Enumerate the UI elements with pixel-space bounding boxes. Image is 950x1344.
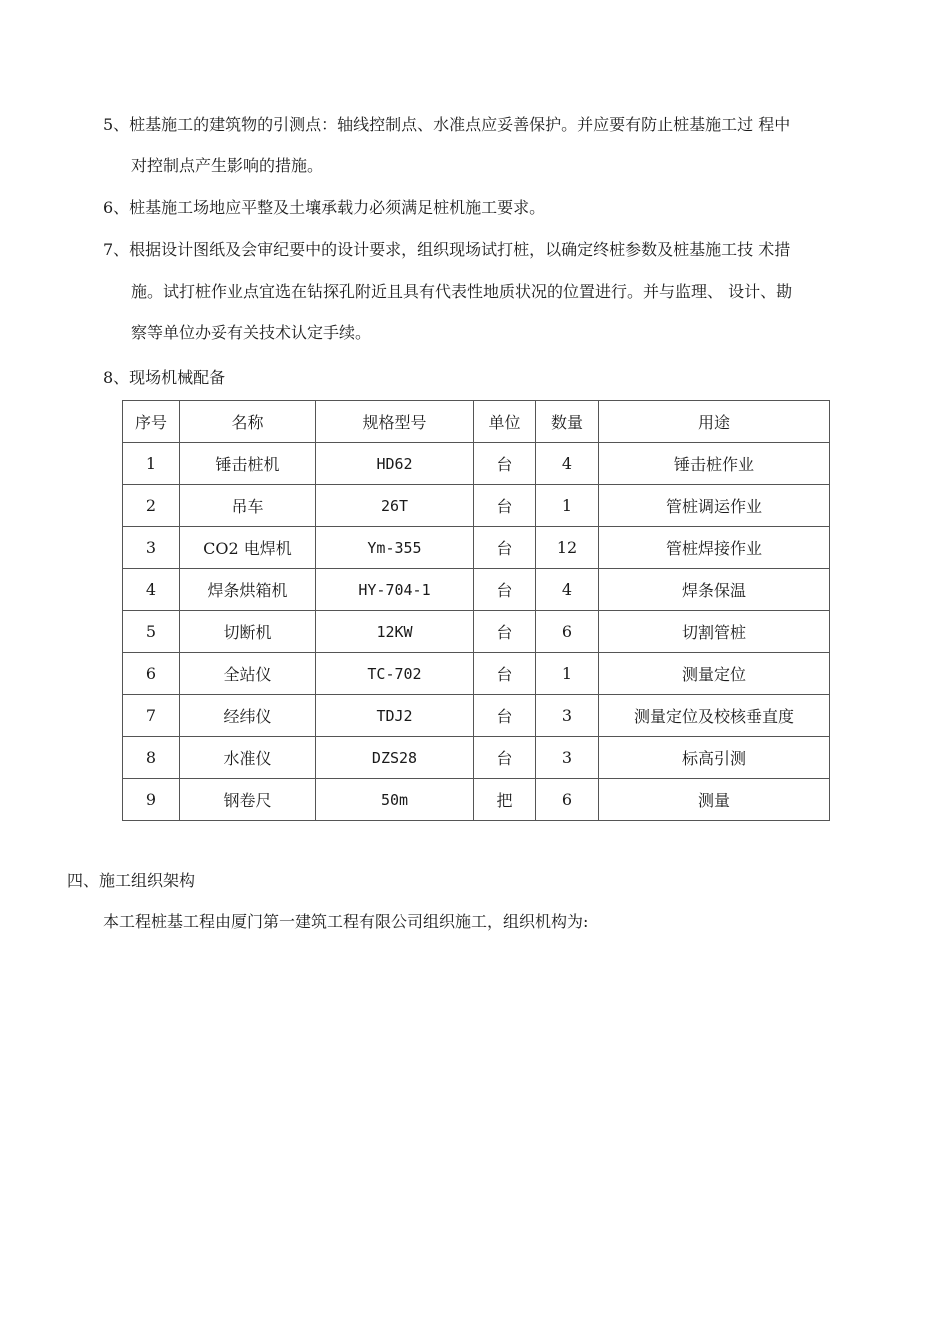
cell-unit: 台 — [474, 653, 536, 695]
paragraph-8-heading: 8、现场机械配备 — [103, 368, 226, 387]
cell-quantity: 1 — [536, 485, 599, 527]
cell-unit: 台 — [474, 611, 536, 653]
cell-model: 50m — [316, 779, 474, 821]
cell-name: CO2 电焊机 — [180, 527, 316, 569]
header-unit: 单位 — [474, 401, 536, 443]
header-index: 序号 — [123, 401, 180, 443]
paragraph-6: 6、桩基施工场地应平整及土壤承载力必须满足桩机施工要求。 — [103, 198, 546, 217]
cell-unit: 把 — [474, 779, 536, 821]
equipment-table — [122, 400, 830, 821]
cell-model: TDJ2 — [316, 695, 474, 737]
table-row — [123, 737, 830, 779]
cell-quantity: 3 — [536, 737, 599, 779]
section-4-heading: 四、施工组织架构 — [67, 871, 196, 890]
cell-unit: 台 — [474, 527, 536, 569]
cell-index: 5 — [123, 611, 180, 653]
cell-usage: 测量定位及校核垂直度 — [599, 695, 830, 737]
cell-index: 7 — [123, 695, 180, 737]
cell-model: DZS28 — [316, 737, 474, 779]
table-row — [123, 695, 830, 737]
cell-name: 钢卷尺 — [180, 779, 316, 821]
cell-quantity: 4 — [536, 569, 599, 611]
section-4-body: 本工程桩基工程由厦门第一建筑工程有限公司组织施工，组织机构为: — [103, 912, 589, 931]
cell-quantity: 3 — [536, 695, 599, 737]
cell-name: 水准仪 — [180, 737, 316, 779]
cell-unit: 台 — [474, 695, 536, 737]
cell-unit: 台 — [474, 569, 536, 611]
cell-name: 吊车 — [180, 485, 316, 527]
table-header-row — [123, 401, 830, 443]
table-row — [123, 527, 830, 569]
cell-name: 经纬仪 — [180, 695, 316, 737]
header-model: 规格型号 — [316, 401, 474, 443]
cell-index: 6 — [123, 653, 180, 695]
cell-usage: 管桩焊接作业 — [599, 527, 830, 569]
table-row — [123, 653, 830, 695]
cell-index: 1 — [123, 443, 180, 485]
cell-quantity: 4 — [536, 443, 599, 485]
table-row — [123, 485, 830, 527]
cell-usage: 锤击桩作业 — [599, 443, 830, 485]
table-row — [123, 569, 830, 611]
cell-usage: 管桩调运作业 — [599, 485, 830, 527]
cell-unit: 台 — [474, 485, 536, 527]
header-quantity: 数量 — [536, 401, 599, 443]
table-row — [123, 779, 830, 821]
cell-index: 9 — [123, 779, 180, 821]
cell-name: 锤击桩机 — [180, 443, 316, 485]
cell-index: 3 — [123, 527, 180, 569]
cell-usage: 焊条保温 — [599, 569, 830, 611]
cell-usage: 测量定位 — [599, 653, 830, 695]
cell-quantity: 6 — [536, 611, 599, 653]
cell-usage: 测量 — [599, 779, 830, 821]
cell-unit: 台 — [474, 737, 536, 779]
paragraph-7-line-2: 施。试打桩作业点宜选在钻探孔附近且具有代表性地质状况的位置进行。并与监理、 设计、勘 — [131, 282, 793, 301]
cell-name: 焊条烘箱机 — [180, 569, 316, 611]
cell-name: 全站仪 — [180, 653, 316, 695]
table-row — [123, 443, 830, 485]
cell-name: 切断机 — [180, 611, 316, 653]
paragraph-7-line-3: 察等单位办妥有关技术认定手续。 — [131, 323, 372, 342]
cell-usage: 切割管桩 — [599, 611, 830, 653]
header-usage: 用途 — [599, 401, 830, 443]
cell-quantity: 1 — [536, 653, 599, 695]
cell-model: HY-704-1 — [316, 569, 474, 611]
cell-model: HD62 — [316, 443, 474, 485]
cell-model: TC-702 — [316, 653, 474, 695]
cell-index: 8 — [123, 737, 180, 779]
cell-quantity: 12 — [536, 527, 599, 569]
cell-usage: 标高引测 — [599, 737, 830, 779]
paragraph-7-line-1: 7、根据设计图纸及会审纪要中的设计要求，组织现场试打桩，以确定终桩参数及桩基施工技 术措 — [103, 240, 791, 259]
cell-unit: 台 — [474, 443, 536, 485]
header-name: 名称 — [180, 401, 316, 443]
paragraph-5-line-1: 5、桩基施工的建筑物的引测点：轴线控制点、水准点应妥善保护。并应要有防止桩基施工过 程中 — [103, 115, 791, 134]
cell-index: 4 — [123, 569, 180, 611]
cell-quantity: 6 — [536, 779, 599, 821]
cell-model: 26T — [316, 485, 474, 527]
cell-model: Ym-355 — [316, 527, 474, 569]
cell-model: 12KW — [316, 611, 474, 653]
paragraph-5-line-2: 对控制点产生影响的措施。 — [131, 156, 324, 175]
cell-index: 2 — [123, 485, 180, 527]
table-row — [123, 611, 830, 653]
